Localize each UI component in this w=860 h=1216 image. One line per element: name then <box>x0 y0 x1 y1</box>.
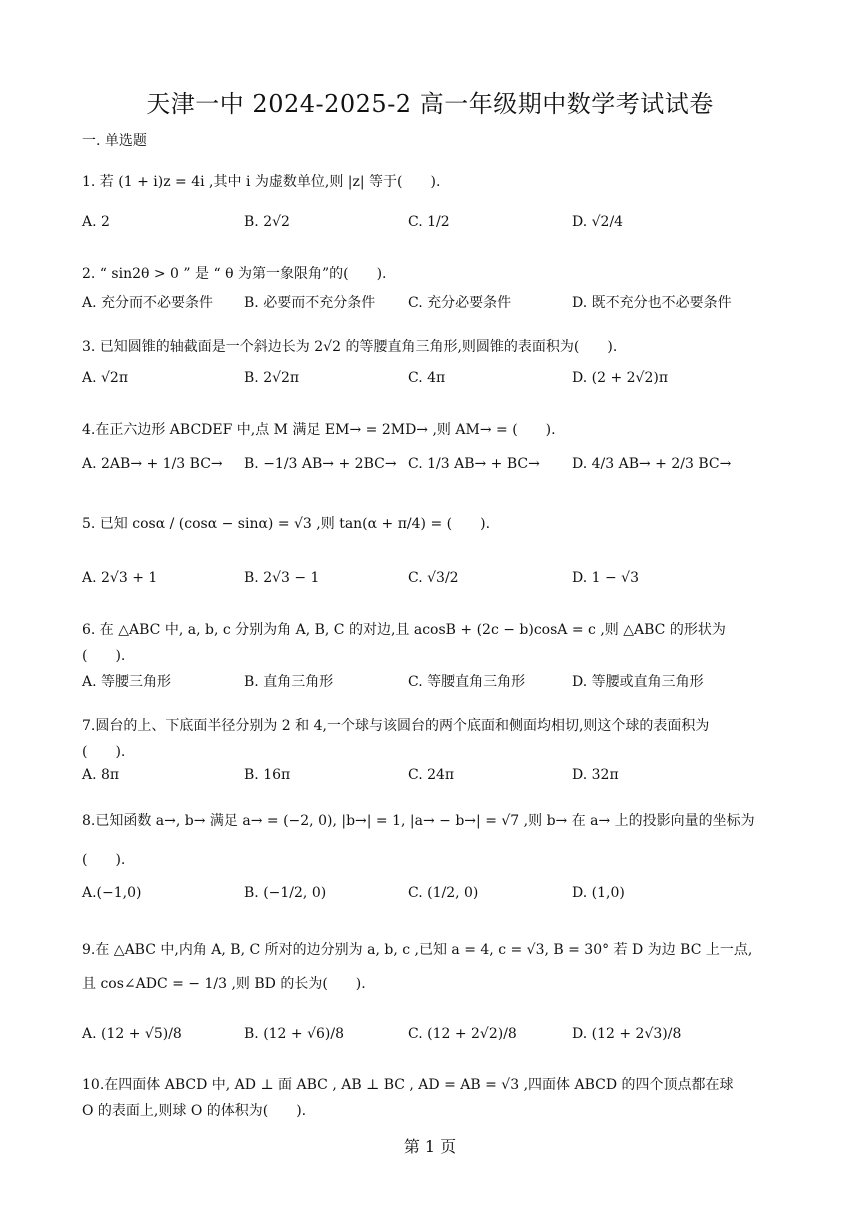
question-4-stem: 4.在正六边形 ABCDEF 中,点 M 满足 EM→ = 2MD→ ,则 AM→ = ( ). <box>82 422 556 438</box>
q5-option-c: C. √3/2 <box>408 570 459 586</box>
question-10-stem: 10.在四面体 ABCD 中, AD ⊥ 面 ABC , AB ⊥ BC , AD = AB = √3 ,四面体 ABCD 的四个顶点都在球 <box>82 1077 734 1093</box>
q7-option-b: B. 16π <box>244 767 291 783</box>
q2-option-b: B. 必要而不充分条件 <box>244 295 376 311</box>
q2-option-a: A. 充分而不必要条件 <box>82 295 214 311</box>
q4-option-d: D. 4/3 AB→ + 2/3 BC→ <box>572 456 732 472</box>
q5-option-d: D. 1 − √3 <box>572 570 639 586</box>
q7-option-a: A. 8π <box>82 767 120 783</box>
question-5-stem: 5. 已知 cosα / (cosα − sinα) = √3 ,则 tan(α + π/4) = ( ). <box>82 516 491 532</box>
question-9-stem: 9.在 △ABC 中,内角 A, B, C 所对的边分别为 a, b, c ,已知 a = 4, c = √3, B = 30° 若 D 为边 BC 上一点, <box>82 942 753 958</box>
q1-option-b: B. 2√2 <box>244 214 290 230</box>
q4-option-a: A. 2AB→ + 1/3 BC→ <box>82 456 223 472</box>
q9-option-b: B. (12 + √6)/8 <box>244 1026 345 1042</box>
q4-option-b: B. −1/3 AB→ + 2BC→ <box>244 456 397 472</box>
q9-option-c: C. (12 + 2√2)/8 <box>408 1026 517 1042</box>
q3-option-a: A. √2π <box>82 370 129 386</box>
q6-option-d: D. 等腰或直角三角形 <box>572 674 704 690</box>
q4-option-c: C. 1/3 AB→ + BC→ <box>408 456 540 472</box>
q1-option-c: C. 1/2 <box>408 214 450 230</box>
q9-option-d: D. (12 + 2√3)/8 <box>572 1026 682 1042</box>
section-heading: 一. 单选题 <box>82 133 147 149</box>
q2-option-c: C. 充分必要条件 <box>408 295 512 311</box>
question-6-stem: 6. 在 △ABC 中, a, b, c 分别为角 A, B, C 的对边,且 acosB + (2c − b)cosA = c ,则 △ABC 的形状为 <box>82 622 726 638</box>
question-8-blank: ( ). <box>82 852 126 868</box>
question-9-continuation: 且 cos∠ADC = − 1/3 ,则 BD 的长为( ). <box>82 976 366 992</box>
q1-option-a: A. 2 <box>82 214 110 230</box>
q7-option-c: C. 24π <box>408 767 455 783</box>
question-1-stem: 1. 若 (1 + i)z = 4i ,其中 i 为虚数单位,则 |z| 等于( ). <box>82 174 441 190</box>
q5-option-b: B. 2√3 − 1 <box>244 570 320 586</box>
question-2-stem: 2. “ sin2θ > 0 ” 是 “ θ 为第一象限角”的( ). <box>82 266 387 282</box>
q9-option-a: A. (12 + √5)/8 <box>82 1026 182 1042</box>
q2-option-d: D. 既不充分也不必要条件 <box>572 295 732 311</box>
q6-option-a: A. 等腰三角形 <box>82 674 172 690</box>
question-8-stem: 8.已知函数 a→, b→ 满足 a→ = (−2, 0), |b→| = 1, |a→ − b→| = √7 ,则 b→ 在 a→ 上的投影向量的坐标为 <box>82 813 755 829</box>
question-6-blank: ( ). <box>82 648 126 664</box>
q8-option-a: A.(−1,0) <box>82 885 142 901</box>
page-number: 第 1 页 <box>403 1137 457 1156</box>
question-7-stem: 7.圆台的上、下底面半径分别为 2 和 4,一个球与该圆台的两个底面和侧面均相切,则这个球的表面积为 <box>82 718 710 734</box>
question-3-stem: 3. 已知圆锥的轴截面是一个斜边长为 2√2 的等腰直角三角形,则圆锥的表面积为( ). <box>82 339 618 355</box>
q8-option-d: D. (1,0) <box>572 885 625 901</box>
q7-option-d: D. 32π <box>572 767 619 783</box>
q3-option-c: C. 4π <box>408 370 446 386</box>
q8-option-b: B. (−1/2, 0) <box>244 885 327 901</box>
question-7-blank: ( ). <box>82 744 126 760</box>
question-10-continuation: O 的表面上,则球 O 的体积为( ). <box>82 1103 307 1119</box>
q5-option-a: A. 2√3 + 1 <box>82 570 158 586</box>
q8-option-c: C. (1/2, 0) <box>408 885 479 901</box>
q6-option-c: C. 等腰直角三角形 <box>408 674 526 690</box>
exam-title: 天津一中 2024-2025-2 高一年级期中数学考试试卷 <box>146 90 714 118</box>
q1-option-d: D. √2/4 <box>572 214 624 230</box>
q3-option-b: B. 2√2π <box>244 370 300 386</box>
q6-option-b: B. 直角三角形 <box>244 674 334 690</box>
q3-option-d: D. (2 + 2√2)π <box>572 370 669 386</box>
